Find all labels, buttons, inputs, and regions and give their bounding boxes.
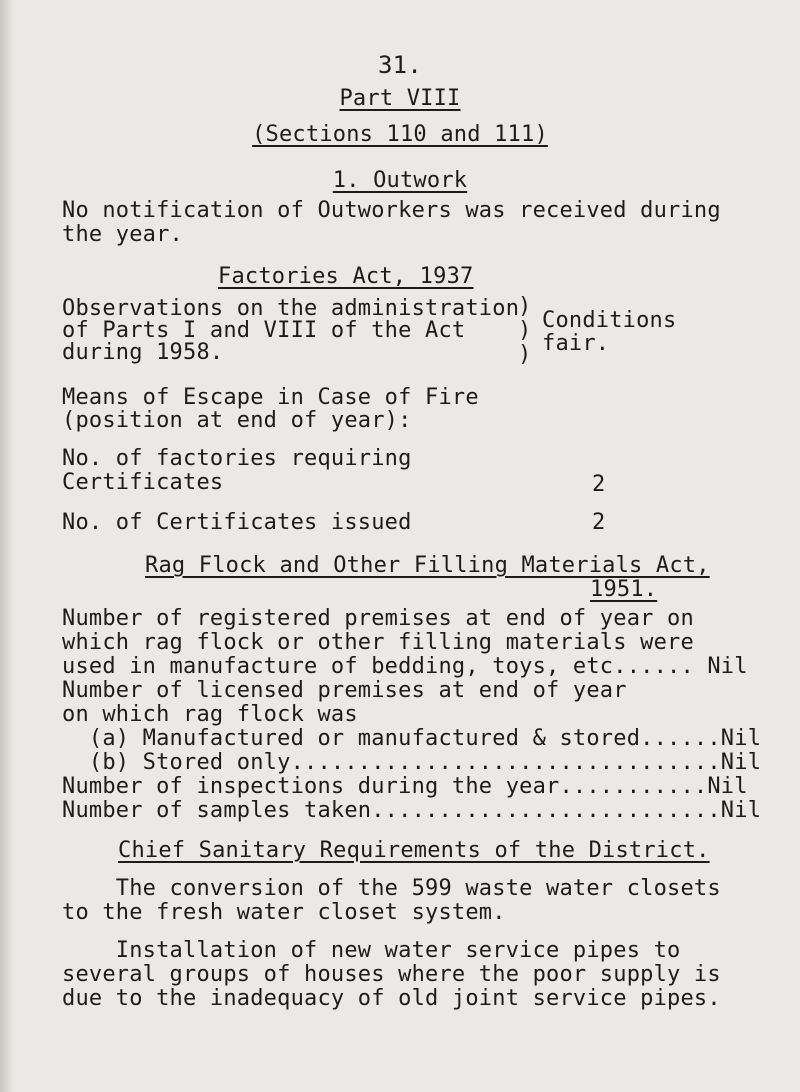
factories-requiring-line: Certificates <box>62 470 224 495</box>
observations-line: of Parts I and VIII of the Act <box>62 318 466 343</box>
sanitary-paragraph-line: several groups of houses where the poor supply is <box>62 962 721 987</box>
factories-heading: Factories Act, 1937 <box>218 264 474 289</box>
rag-flock-line: which rag flock or other filling materials were <box>62 630 694 655</box>
rag-flock-year: 1951. <box>590 577 658 602</box>
sanitary-paragraph-line: to the fresh water closet system. <box>62 900 506 925</box>
observations-result-line: Conditions <box>542 308 677 333</box>
rag-flock-heading: Rag Flock and Other Filling Materials Act, <box>145 553 710 578</box>
page-number: 31. <box>378 51 422 79</box>
certificates-issued-value: 2 <box>592 510 606 535</box>
sanitary-paragraph-line: Installation of new water service pipes to <box>62 938 681 963</box>
certificates-issued-label: No. of Certificates issued <box>62 510 412 535</box>
observations-line: during 1958. <box>62 340 224 365</box>
outwork-text-line: the year. <box>62 222 184 247</box>
rag-flock-line: Number of licensed premises at end of year <box>62 678 627 703</box>
bracket-mark: ) <box>518 318 532 343</box>
means-of-escape-line: (position at end of year): <box>62 408 412 433</box>
outwork-heading: 1. Outwork <box>332 168 468 193</box>
outwork-text-line: No notification of Outworkers was received during <box>62 198 721 223</box>
sections-subtitle: (Sections 110 and 111) <box>252 122 548 147</box>
rag-flock-line: (b) Stored only................................Nil <box>62 750 762 775</box>
sanitary-paragraph-line: due to the inadequacy of old joint service pipes. <box>62 986 721 1011</box>
observations-line: Observations on the administration <box>62 296 520 321</box>
factories-requiring-line: No. of factories requiring <box>62 446 412 471</box>
bracket-mark: ) <box>518 294 532 319</box>
bracket-mark: ) <box>518 342 532 367</box>
observations-result-line: fair. <box>542 331 610 356</box>
rag-flock-line: Number of samples taken..........................Nil <box>62 798 762 823</box>
part-title: Part VIII <box>339 86 461 111</box>
rag-flock-line: Number of inspections during the year...........Nil <box>62 774 748 799</box>
rag-flock-line: Number of registered premises at end of year on <box>62 606 694 631</box>
factories-requiring-value: 2 <box>592 472 606 497</box>
means-of-escape-line: Means of Escape in Case of Fire <box>62 385 479 410</box>
rag-flock-line: used in manufacture of bedding, toys, etc...... Nil <box>62 654 748 679</box>
rag-flock-line: on which rag flock was <box>62 702 358 727</box>
sanitary-heading: Chief Sanitary Requirements of the District. <box>118 838 710 863</box>
rag-flock-line: (a) Manufactured or manufactured & stored......Nil <box>62 726 762 751</box>
page-edge-shadow <box>0 0 14 1092</box>
sanitary-paragraph-line: The conversion of the 599 waste water closets <box>62 876 721 901</box>
